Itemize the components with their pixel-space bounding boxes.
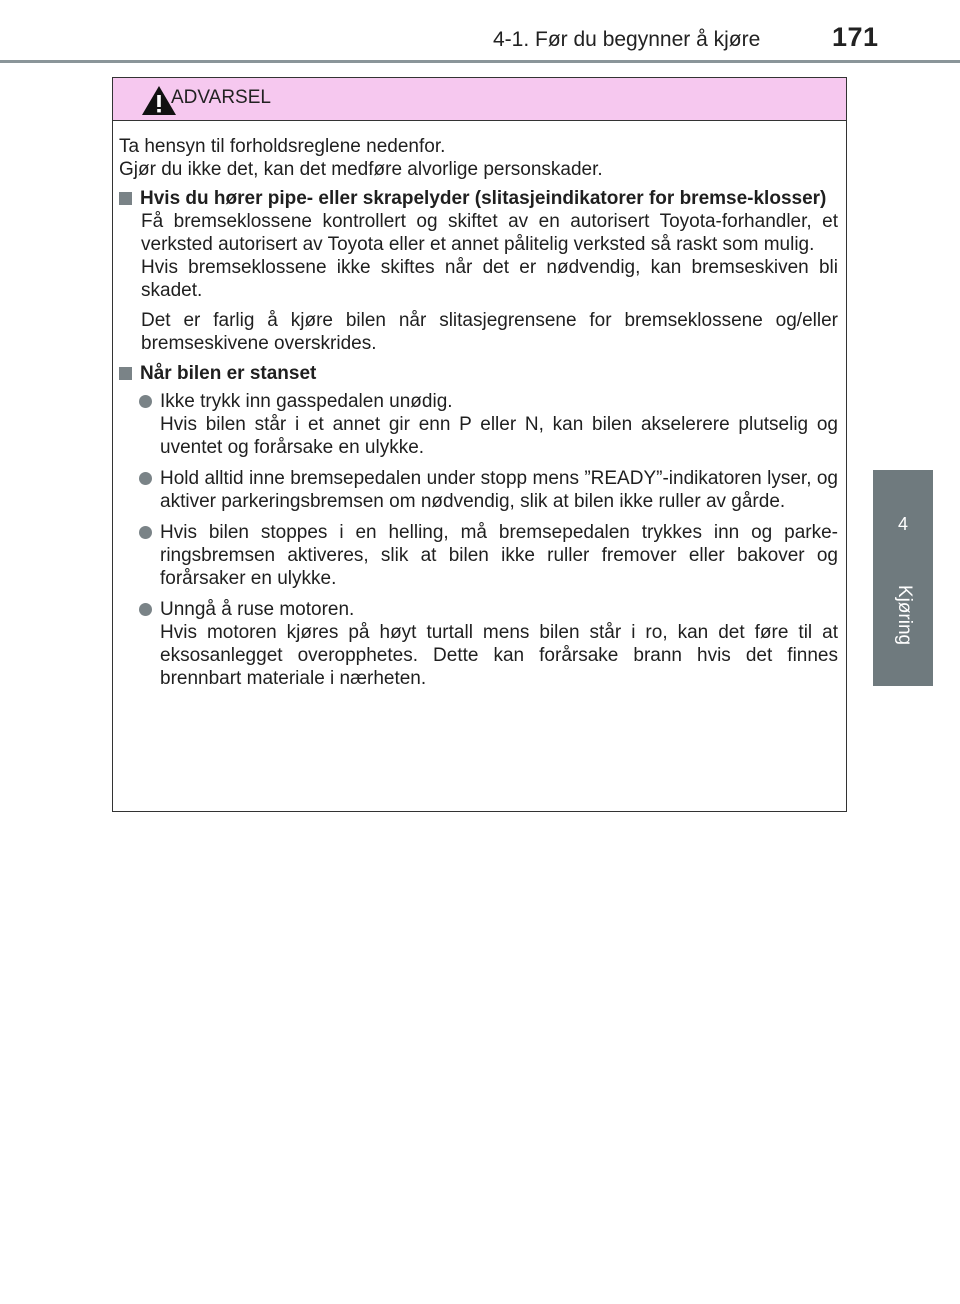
square-bullet-icon xyxy=(119,192,132,205)
circle-bullet-icon xyxy=(139,395,152,408)
chapter-number: 4 xyxy=(897,514,908,534)
intro-line: Gjør du ikke det, kan det medføre alvorlige personskader. xyxy=(119,159,603,180)
list-item: Unngå å ruse motoren. Hvis motoren kjøres på høyt turtall mens bilen står i ro, kan det føre til at eksosanlegget overopphetes. Dette kan forårsake brann hvis det finnes brennbart materiale i nærheten. xyxy=(139,598,838,690)
circle-bullet-icon xyxy=(139,603,152,616)
chapter-label: Kjøring xyxy=(894,584,915,646)
circle-bullet-icon xyxy=(139,526,152,539)
section-content xyxy=(141,210,838,355)
section-heading: Når bilen er stanset xyxy=(119,362,838,385)
warning-body xyxy=(113,121,846,690)
paragraph: Det er farlig å kjøre bilen når slitasjegrensene for bremseklossene og/eller bremseskivene overskrides. xyxy=(141,310,838,354)
warning-header xyxy=(113,78,846,121)
warning-box xyxy=(112,77,847,812)
list-item: Hvis bilen stoppes i en helling, må bremsepedalen trykkes inn og parke-ringsbremsen aktiveres, slik at bilen ikke ruller fremover eller bakover og forårsaker en ulykke. xyxy=(139,521,838,590)
section-heading: Hvis du hører pipe- eller skrapelyder (slitasjeindikatorer for bremse-klosser) xyxy=(119,187,838,210)
list-item: Ikke trykk inn gasspedalen unødig. Hvis bilen står i et annet gir enn P eller N, kan bilen akselerere plutselig og uventet og forårsake en ulykke. xyxy=(139,390,838,459)
intro-line: Ta hensyn til forholdsreglene nedenfor. xyxy=(119,136,446,157)
bullet-list xyxy=(119,390,838,690)
header-section-title: 4-1. Før du begynner å kjøre xyxy=(493,28,761,51)
square-bullet-icon xyxy=(119,367,132,380)
circle-bullet-icon xyxy=(139,472,152,485)
list-item: Hold alltid inne bremsepedalen under stopp mens ”READY”-indikatoren lyser, og aktiver parkeringsbremsen om nødvendig, slik at bilen ikke ruller av gårde. xyxy=(139,467,838,513)
warning-title: ADVARSEL xyxy=(171,87,271,108)
page-number: 171 xyxy=(832,22,879,52)
warning-intro xyxy=(119,135,838,181)
paragraph: Få bremseklossene kontrollert og skiftet av en autorisert Toyota-forhandler, et verksted autorisert av Toyota eller et annet pålitelig verksted så raskt som mulig. Hvis bremseklossene ikke skiftes når det er nødvendig, kan bremseskiven bli skadet. xyxy=(141,211,838,301)
header-rule xyxy=(0,60,960,63)
chapter-side-tab xyxy=(873,470,933,686)
